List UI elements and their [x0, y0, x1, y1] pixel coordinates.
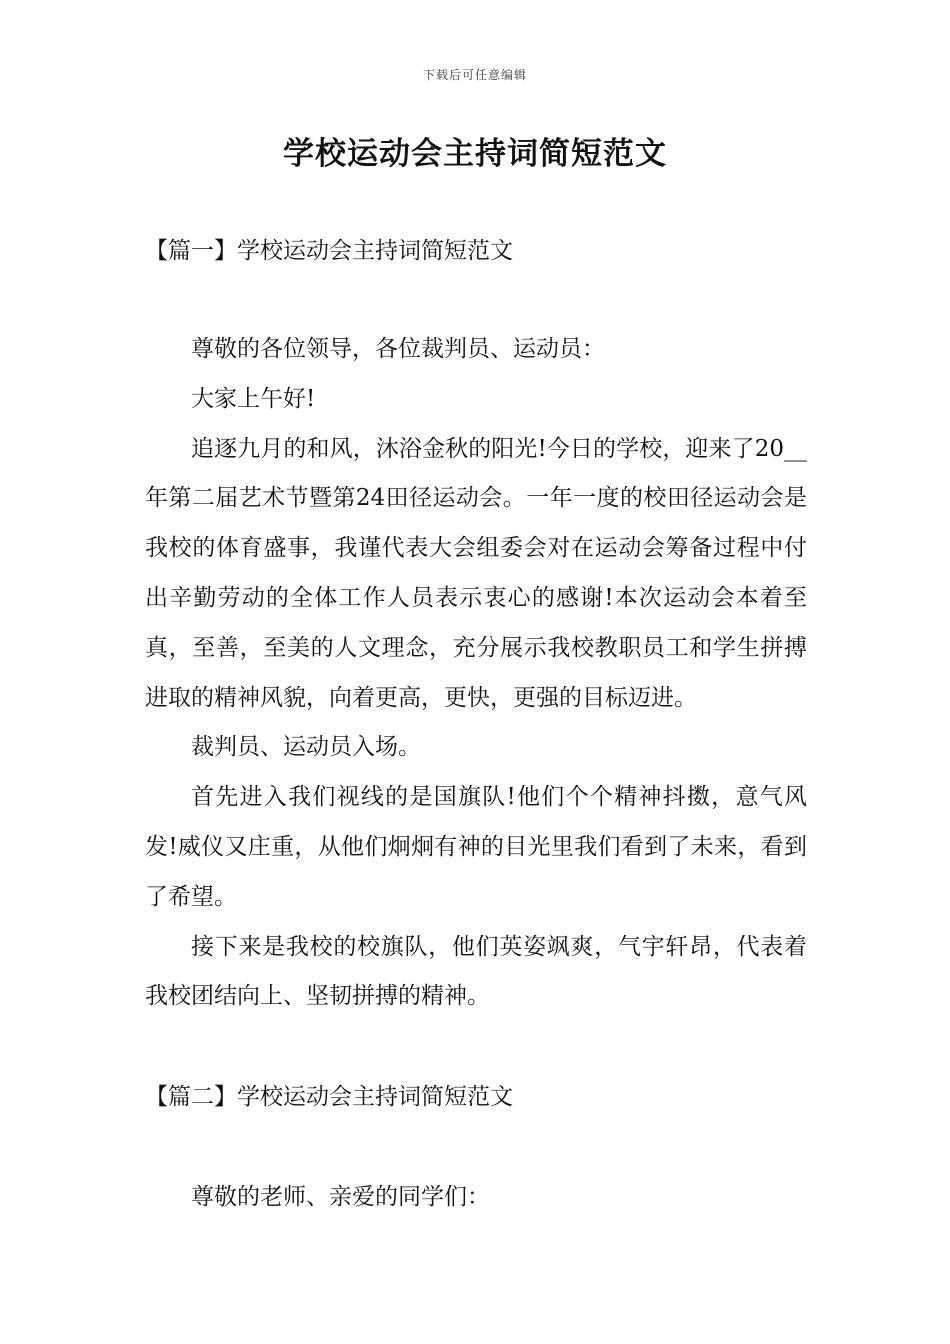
section-heading-1: 【篇一】学校运动会主持词简短范文 — [145, 238, 513, 264]
header-note: 下载后可任意编辑 — [422, 68, 527, 82]
paragraph: 首先进入我们视线的是国旗队!他们个个精神抖擞，意气风发!威仪又庄重，从他们炯炯有神的目光里我们看到了未来，看到了希望。 — [145, 784, 807, 910]
paragraph: 尊敬的老师、亲爱的同学们： — [191, 1184, 490, 1210]
section-2-body — [145, 1173, 807, 1223]
paragraph: 大家上午好! — [191, 385, 316, 412]
paragraph: 尊敬的各位领导，各位裁判员、运动员： — [191, 336, 605, 362]
paragraph: 裁判员、运动员入场。 — [191, 734, 421, 761]
paragraph: 接下来是我校的校旗队，他们英姿飒爽，气宇轩昂，代表着我校团结向上、坚韧拼搏的精神。 — [145, 933, 807, 1010]
paragraph: 追逐九月的和风，沐浴金秋的阳光!今日的学校，迎来了20__年第二届艺术节暨第24田径运动会。一年一度的校田径运动会是我校的体育盛事，我谨代表大会组委会对在运动会筹备过程中付出辛勤劳动的全体工作人员表示衷心的感谢!本次运动会本着至真，至善，至美的人文理念，充分展示我校教职员工和学生拼搏进取的精神风貌，向着更高，更快，更强的目标迈进。 — [145, 435, 807, 711]
document-title: 学校运动会主持词简短范文 — [283, 136, 667, 172]
section-heading-2: 【篇二】学校运动会主持词简短范文 — [145, 1084, 513, 1110]
section-1-body — [145, 325, 807, 1022]
